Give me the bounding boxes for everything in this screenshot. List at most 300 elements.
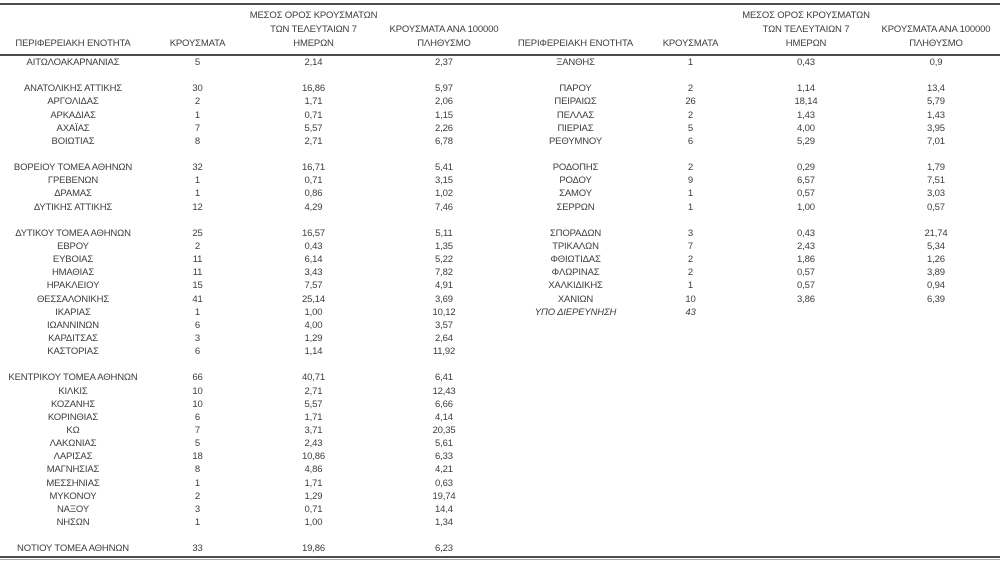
left-per100k-cell: 1,34: [435, 516, 453, 528]
table-row: [0, 95, 1000, 108]
right-region-name-cell: [510, 516, 641, 529]
spacer-cell: [378, 148, 510, 161]
left-cases-cell: 30: [192, 83, 203, 95]
right-avg7-cell: 6,57: [797, 175, 815, 187]
left-per100k-cell: 12,43: [432, 385, 456, 397]
spacer-cell: [0, 214, 146, 227]
left-region-name-cell: ΚΕΝΤΡΙΚΟΥ ΤΟΜΕΑ ΑΘΗΝΩΝ: [8, 372, 138, 384]
spacer-cell: [249, 214, 378, 227]
right-per100k-cell: 0,57: [927, 201, 945, 213]
right-cases-cell: 43: [685, 306, 696, 318]
left-cases-cell: 8: [194, 135, 201, 147]
right-region-name-cell: [510, 332, 641, 345]
right-region-name-cell: ΤΡΙΚΑΛΩΝ: [552, 241, 599, 253]
right-per100k-cell: [872, 332, 1000, 345]
right-avg7-cell: 1,14: [797, 83, 815, 95]
right-per100k-cell: [872, 477, 1000, 490]
right-avg7-cell: [740, 306, 872, 319]
right-region-name-cell: [510, 385, 641, 398]
right-avg7-cell: 3,86: [797, 293, 815, 305]
right-cases-cell: [641, 319, 740, 332]
left-per100k-cell: 6,41: [435, 372, 453, 384]
left-avg7-cell: 1,14: [304, 346, 323, 358]
spacer-cell: [378, 358, 510, 371]
right-per100k-cell: [872, 463, 1000, 476]
right-per100k-cell: [872, 542, 1000, 555]
right-per100k-cell: [872, 424, 1000, 437]
right-avg7-cell: 0,57: [797, 267, 815, 279]
left-per100k-cell: 6,66: [435, 398, 453, 410]
spacer-cell: [641, 214, 740, 227]
left-avg7-cell: 5,57: [304, 122, 323, 134]
header-avg7-left: [249, 4, 378, 55]
header-cases-right-label: ΚΡΟΥΣΜΑΤΑ: [662, 38, 719, 49]
left-region-name-cell: ΒΟΙΩΤΙΑΣ: [51, 135, 95, 147]
spacer-cell: [146, 69, 249, 82]
right-region-name-cell: [510, 411, 641, 424]
right-per100k-cell: 3,03: [927, 188, 945, 200]
table-row: [0, 122, 1000, 135]
table-row: [0, 201, 1000, 214]
right-region-name-cell: ΡΟΔΟΠΗΣ: [552, 162, 599, 174]
right-per100k-cell: 7,01: [927, 135, 945, 147]
left-region-name-cell: ΓΡΕΒΕΝΩΝ: [47, 175, 99, 187]
right-avg7-cell: 2,43: [797, 241, 815, 253]
right-cases-cell: [641, 477, 740, 490]
table-row: [0, 345, 1000, 358]
left-avg7-cell: 1,00: [304, 516, 323, 528]
left-region-name-cell: ΛΑΚΩΝΙΑΣ: [49, 438, 97, 450]
left-per100k-cell: 1,02: [435, 188, 453, 200]
left-per100k-cell: 5,61: [435, 438, 453, 450]
table-row: [0, 542, 1000, 555]
left-per100k-cell: 11,92: [432, 346, 456, 358]
left-per100k-cell: 4,21: [435, 464, 453, 476]
right-per100k-cell: 21,74: [924, 227, 948, 239]
left-avg7-cell: 0,71: [304, 175, 323, 187]
header-per100k-right-line2: ΠΛΗΘΥΣΜΟ: [909, 38, 963, 49]
right-cases-cell: [641, 424, 740, 437]
right-cases-cell: 1: [687, 57, 694, 69]
left-per100k-cell: 20,35: [432, 425, 456, 436]
table-row: [0, 411, 1000, 424]
spacer-cell: [872, 529, 1000, 542]
right-region-name-cell: [510, 437, 641, 450]
left-region-name-cell: ΚΑΣΤΟΡΙΑΣ: [47, 346, 99, 358]
left-avg7-cell: 16,71: [301, 162, 326, 174]
right-cases-cell: [641, 516, 740, 529]
left-region-name-cell: ΚΙΛΚΙΣ: [58, 385, 88, 397]
left-avg7-cell: 7,57: [304, 280, 323, 292]
left-per100k-cell: 4,91: [435, 280, 453, 292]
right-cases-cell: [641, 385, 740, 398]
report-sheet: [0, 3, 1000, 560]
left-region-name-cell: ΝΑΞΟΥ: [56, 503, 90, 515]
right-avg7-cell: [740, 398, 872, 411]
right-avg7-cell: [740, 490, 872, 503]
right-per100k-cell: [872, 371, 1000, 384]
spacer-cell: [740, 69, 872, 82]
table-row: [0, 463, 1000, 476]
left-avg7-cell: 2,71: [304, 385, 323, 397]
table-row: [0, 135, 1000, 148]
right-avg7-cell: 0,43: [797, 227, 815, 239]
spacer-cell: [249, 69, 378, 82]
left-per100k-cell: 3,69: [435, 293, 453, 305]
right-avg7-cell: 0,43: [797, 57, 815, 69]
left-per100k-cell: 6,23: [435, 543, 453, 555]
left-per100k-cell: 3,57: [435, 319, 453, 331]
right-region-name-cell: [510, 477, 641, 490]
right-region-name-cell: ΠΑΡΟΥ: [559, 83, 592, 95]
left-avg7-cell: 1,29: [304, 490, 323, 502]
left-avg7-cell: 3,71: [304, 425, 323, 436]
left-cases-cell: 2: [194, 241, 201, 253]
right-region-name-cell: [510, 424, 641, 437]
right-avg7-cell: [740, 371, 872, 384]
left-cases-cell: 1: [194, 306, 201, 318]
left-per100k-cell: 5,97: [435, 83, 453, 95]
right-per100k-cell: [872, 398, 1000, 411]
spacer-cell: [0, 148, 146, 161]
right-region-name-cell: [510, 319, 641, 332]
right-region-name-cell: ΡΟΔΟΥ: [559, 175, 592, 187]
right-cases-cell: 1: [687, 280, 694, 292]
header-cases-left: [146, 4, 249, 55]
spacer-cell: [641, 148, 740, 161]
right-cases-cell: 2: [687, 254, 694, 266]
spacer-cell: [0, 69, 146, 82]
spacer-cell: [0, 529, 146, 542]
right-per100k-cell: 5,34: [927, 241, 945, 253]
left-cases-cell: 2: [194, 96, 201, 108]
left-region-name-cell: ΗΜΑΘΙΑΣ: [51, 267, 95, 279]
right-avg7-cell: [740, 450, 872, 463]
spacer-cell: [510, 214, 641, 227]
table-row: [0, 161, 1000, 174]
right-cases-cell: [641, 332, 740, 345]
spacer-cell: [378, 214, 510, 227]
header-avg7-left-line3: ΗΜΕΡΩΝ: [293, 38, 334, 49]
table-row: [0, 424, 1000, 437]
spacer-cell: [146, 148, 249, 161]
right-avg7-cell: 18,14: [794, 96, 818, 108]
right-avg7-cell: 1,43: [797, 109, 815, 121]
left-per100k-cell: 1,15: [435, 109, 453, 121]
left-cases-cell: 7: [194, 122, 201, 134]
left-region-name-cell: ΔΥΤΙΚΟΥ ΤΟΜΕΑ ΑΘΗΝΩΝ: [15, 227, 131, 239]
left-cases-cell: 15: [192, 280, 203, 292]
left-per100k-cell: 5,22: [435, 254, 453, 266]
left-per100k-cell: 2,37: [435, 57, 453, 69]
right-cases-cell: [641, 437, 740, 450]
right-region-name-cell: ΞΑΝΘΗΣ: [556, 57, 595, 69]
right-avg7-cell: 1,00: [797, 201, 815, 213]
right-region-name-cell: ΦΛΩΡΙΝΑΣ: [551, 267, 600, 279]
left-region-name-cell: ΚΑΡΔΙΤΣΑΣ: [48, 333, 98, 345]
left-avg7-cell: 2,43: [304, 438, 323, 450]
right-per100k-cell: 1,79: [927, 162, 945, 174]
table-row: [0, 55, 1000, 69]
left-cases-cell: 1: [194, 188, 201, 200]
right-region-name-cell: ΡΕΘΥΜΝΟΥ: [548, 135, 603, 147]
right-region-name-cell: [510, 503, 641, 516]
right-per100k-cell: 6,39: [927, 293, 945, 305]
left-cases-cell: 5: [194, 438, 201, 450]
right-cases-cell: 5: [687, 122, 694, 134]
right-region-name-cell: [510, 490, 641, 503]
right-region-name-cell: [510, 450, 641, 463]
right-avg7-cell: [740, 332, 872, 345]
left-avg7-cell: 0,86: [304, 188, 323, 200]
header-per100k-left-line1: ΚΡΟΥΣΜΑΤΑ ΑΝΑ 100000: [389, 24, 499, 35]
right-per100k-cell: [872, 306, 1000, 319]
left-per100k-cell: 1,35: [435, 241, 453, 253]
left-avg7-cell: 6,14: [304, 254, 323, 266]
left-avg7-cell: 1,71: [304, 96, 323, 108]
left-per100k-cell: 10,12: [432, 306, 456, 318]
spacer-cell: [872, 214, 1000, 227]
left-cases-cell: 1: [194, 175, 201, 187]
right-avg7-cell: 0,57: [797, 188, 815, 200]
header-avg7-right: [740, 4, 872, 55]
left-region-name-cell: ΙΚΑΡΙΑΣ: [55, 306, 91, 318]
right-region-name-cell: [510, 371, 641, 384]
right-per100k-cell: [872, 319, 1000, 332]
left-avg7-cell: 16,57: [301, 227, 326, 239]
right-avg7-cell: [740, 516, 872, 529]
left-per100k-cell: 2,64: [435, 333, 453, 345]
table-row: [0, 450, 1000, 463]
right-avg7-cell: [740, 319, 872, 332]
right-region-name-cell: ΣΑΜΟΥ: [559, 188, 592, 200]
header-cases-left-label: ΚΡΟΥΣΜΑΤΑ: [169, 38, 226, 49]
table-body: [0, 55, 1000, 555]
header-cases-right: [641, 4, 740, 55]
table-row: [0, 266, 1000, 279]
header-avg7-right-line1: ΜΕΣΟΣ ΟΡΟΣ ΚΡΟΥΣΜΑΤΩΝ: [742, 10, 870, 21]
right-region-name-cell: ΧΑΝΙΩΝ: [557, 293, 594, 305]
left-per100k-cell: 2,26: [435, 122, 453, 134]
right-per100k-cell: [872, 411, 1000, 424]
right-per100k-cell: 5,79: [927, 96, 945, 108]
left-region-name-cell: ΚΟΖΑΝΗΣ: [50, 398, 96, 410]
left-cases-cell: 3: [194, 503, 201, 515]
right-avg7-cell: [740, 477, 872, 490]
right-region-name-cell: [510, 398, 641, 411]
bottom-rule-light: [0, 559, 1000, 560]
right-per100k-cell: 0,9: [929, 57, 943, 69]
left-avg7-cell: 25,14: [301, 293, 326, 305]
left-region-name-cell: ΑΡΓΟΛΙΔΑΣ: [47, 96, 99, 108]
table-row: [0, 293, 1000, 306]
left-region-name-cell: ΚΟΡΙΝΘΙΑΣ: [47, 411, 99, 423]
left-cases-cell: 7: [194, 425, 201, 436]
left-cases-cell: 6: [194, 319, 201, 331]
left-avg7-cell: 1,00: [304, 306, 323, 318]
right-per100k-cell: [872, 516, 1000, 529]
table-row: [0, 332, 1000, 345]
left-avg7-cell: 40,71: [301, 372, 326, 384]
spacer-row: [0, 148, 1000, 161]
header-per100k-right: [872, 4, 1000, 55]
right-cases-cell: [641, 345, 740, 358]
left-avg7-cell: 3,43: [304, 267, 323, 279]
left-region-name-cell: ΚΩ: [66, 425, 80, 436]
right-per100k-cell: 1,43: [927, 109, 945, 121]
left-region-name-cell: ΜΥΚΟΝΟΥ: [49, 490, 97, 502]
left-cases-cell: 11: [192, 267, 203, 279]
spacer-cell: [641, 358, 740, 371]
left-cases-cell: 32: [192, 162, 203, 174]
spacer-cell: [872, 148, 1000, 161]
left-cases-cell: 18: [192, 451, 203, 463]
right-avg7-cell: 0,57: [797, 280, 815, 292]
spacer-cell: [740, 214, 872, 227]
right-cases-cell: 2: [687, 109, 694, 121]
spacer-cell: [378, 529, 510, 542]
header-avg7-left-line1: ΜΕΣΟΣ ΟΡΟΣ ΚΡΟΥΣΜΑΤΩΝ: [249, 10, 378, 21]
right-avg7-cell: [740, 437, 872, 450]
right-avg7-cell: [740, 424, 872, 437]
left-region-name-cell: ΝΟΤΙΟΥ ΤΟΜΕΑ ΑΘΗΝΩΝ: [17, 543, 129, 555]
spacer-cell: [510, 358, 641, 371]
right-cases-cell: [641, 398, 740, 411]
left-cases-cell: 11: [192, 254, 203, 266]
left-region-name-cell: ΙΩΑΝΝΙΝΩΝ: [47, 319, 99, 331]
table-row: [0, 477, 1000, 490]
table-row: [0, 306, 1000, 319]
spacer-cell: [641, 529, 740, 542]
table-row: [0, 398, 1000, 411]
left-region-name-cell: ΑΧΑΪΑΣ: [56, 122, 90, 134]
right-cases-cell: [641, 371, 740, 384]
right-region-name-cell: ΠΕΛΛΑΣ: [556, 109, 595, 121]
right-region-name-cell: ΧΑΛΚΙΔΙΚΗΣ: [548, 280, 603, 292]
right-avg7-cell: 4,00: [797, 122, 815, 134]
left-per100k-cell: 6,78: [435, 135, 453, 147]
right-cases-cell: 10: [685, 293, 696, 305]
spacer-cell: [378, 69, 510, 82]
bottom-rule-dark: [0, 556, 1000, 558]
left-per100k-cell: 5,41: [435, 162, 453, 174]
left-per100k-cell: 14,4: [435, 503, 453, 515]
right-per100k-cell: 7,51: [927, 175, 945, 187]
spacer-cell: [510, 529, 641, 542]
spacer-cell: [510, 69, 641, 82]
right-region-name-cell: ΣΠΟΡΑΔΩΝ: [549, 227, 602, 239]
left-avg7-cell: 1,71: [304, 477, 323, 489]
left-cases-cell: 3: [194, 333, 201, 345]
right-avg7-cell: 1,86: [797, 254, 815, 266]
left-avg7-cell: 10,86: [301, 451, 326, 463]
header-region-right: [510, 4, 641, 55]
left-avg7-cell: 4,29: [304, 201, 323, 213]
right-cases-cell: 9: [687, 175, 694, 187]
left-cases-cell: 8: [194, 464, 201, 476]
spacer-row: [0, 358, 1000, 371]
spacer-cell: [740, 529, 872, 542]
left-per100k-cell: 7,46: [435, 201, 453, 213]
right-cases-cell: 2: [687, 162, 694, 174]
spacer-cell: [641, 69, 740, 82]
left-region-name-cell: ΕΒΡΟΥ: [57, 241, 89, 253]
right-cases-cell: [641, 542, 740, 555]
right-per100k-cell: [872, 503, 1000, 516]
spacer-cell: [740, 358, 872, 371]
left-per100k-cell: 2,06: [435, 96, 453, 108]
right-per100k-cell: [872, 345, 1000, 358]
right-avg7-cell: [740, 542, 872, 555]
table-row: [0, 240, 1000, 253]
right-per100k-cell: 13,4: [927, 83, 945, 95]
right-cases-cell: 1: [687, 188, 694, 200]
header-avg7-left-line2: ΤΩΝ ΤΕΛΕΥΤΑΙΩΝ 7: [270, 24, 357, 35]
left-region-name-cell: ΕΥΒΟΙΑΣ: [52, 254, 94, 266]
left-per100k-cell: 3,15: [435, 175, 453, 187]
left-region-name-cell: ΘΕΣΣΑΛΟΝΙΚΗΣ: [36, 293, 110, 305]
table-row: [0, 490, 1000, 503]
left-per100k-cell: 0,63: [435, 477, 453, 489]
left-region-name-cell: ΒΟΡΕΙΟΥ ΤΟΜΕΑ ΑΘΗΝΩΝ: [13, 162, 133, 174]
spacer-cell: [0, 358, 146, 371]
header-per100k-left-line2: ΠΛΗΘΥΣΜΟ: [417, 38, 471, 49]
spacer-cell: [740, 148, 872, 161]
table-row: [0, 319, 1000, 332]
right-cases-cell: 7: [687, 241, 694, 253]
spacer-cell: [249, 529, 378, 542]
table-row: [0, 503, 1000, 516]
left-region-name-cell: ΜΑΓΝΗΣΙΑΣ: [46, 464, 100, 476]
spacer-row: [0, 529, 1000, 542]
header-row: [0, 4, 1000, 55]
right-cases-cell: 26: [685, 96, 696, 108]
table-row: [0, 279, 1000, 292]
table-row: [0, 516, 1000, 529]
left-region-name-cell: ΑΙΤΩΛΟΑΚΑΡΝΑΝΙΑΣ: [26, 57, 120, 69]
left-avg7-cell: 0,43: [304, 241, 323, 253]
right-region-name-cell: ΣΕΡΡΩΝ: [556, 201, 595, 213]
spacer-cell: [146, 529, 249, 542]
right-region-name-cell: [510, 463, 641, 476]
table-row: [0, 174, 1000, 187]
right-cases-cell: [641, 411, 740, 424]
spacer-cell: [872, 69, 1000, 82]
right-region-name-cell: ΥΠΟ ΔΙΕΡΕΥΝΗΣΗ: [534, 306, 617, 318]
left-avg7-cell: 1,29: [304, 333, 323, 345]
left-per100k-cell: 4,14: [435, 411, 453, 423]
left-region-name-cell: ΑΝΑΤΟΛΙΚΗΣ ΑΤΤΙΚΗΣ: [23, 83, 123, 95]
left-cases-cell: 10: [192, 385, 203, 397]
left-cases-cell: 33: [192, 543, 203, 555]
right-avg7-cell: [740, 345, 872, 358]
left-avg7-cell: 4,86: [304, 464, 323, 476]
right-per100k-cell: 0,94: [927, 280, 945, 292]
right-cases-cell: 1: [687, 201, 694, 213]
left-cases-cell: 25: [192, 227, 203, 239]
left-cases-cell: 41: [192, 293, 203, 305]
left-region-name-cell: ΗΡΑΚΛΕΙΟΥ: [46, 280, 100, 292]
right-per100k-cell: [872, 490, 1000, 503]
right-avg7-cell: [740, 463, 872, 476]
left-avg7-cell: 0,71: [304, 503, 323, 515]
left-cases-cell: 1: [194, 109, 201, 121]
left-region-name-cell: ΔΥΤΙΚΗΣ ΑΤΤΙΚΗΣ: [33, 201, 113, 213]
right-avg7-cell: [740, 503, 872, 516]
right-cases-cell: [641, 490, 740, 503]
header-region-right-label: ΠΕΡΙΦΕΡΕΙΑΚΗ ΕΝΟΤΗΤΑ: [517, 38, 634, 49]
left-avg7-cell: 5,57: [304, 398, 323, 410]
